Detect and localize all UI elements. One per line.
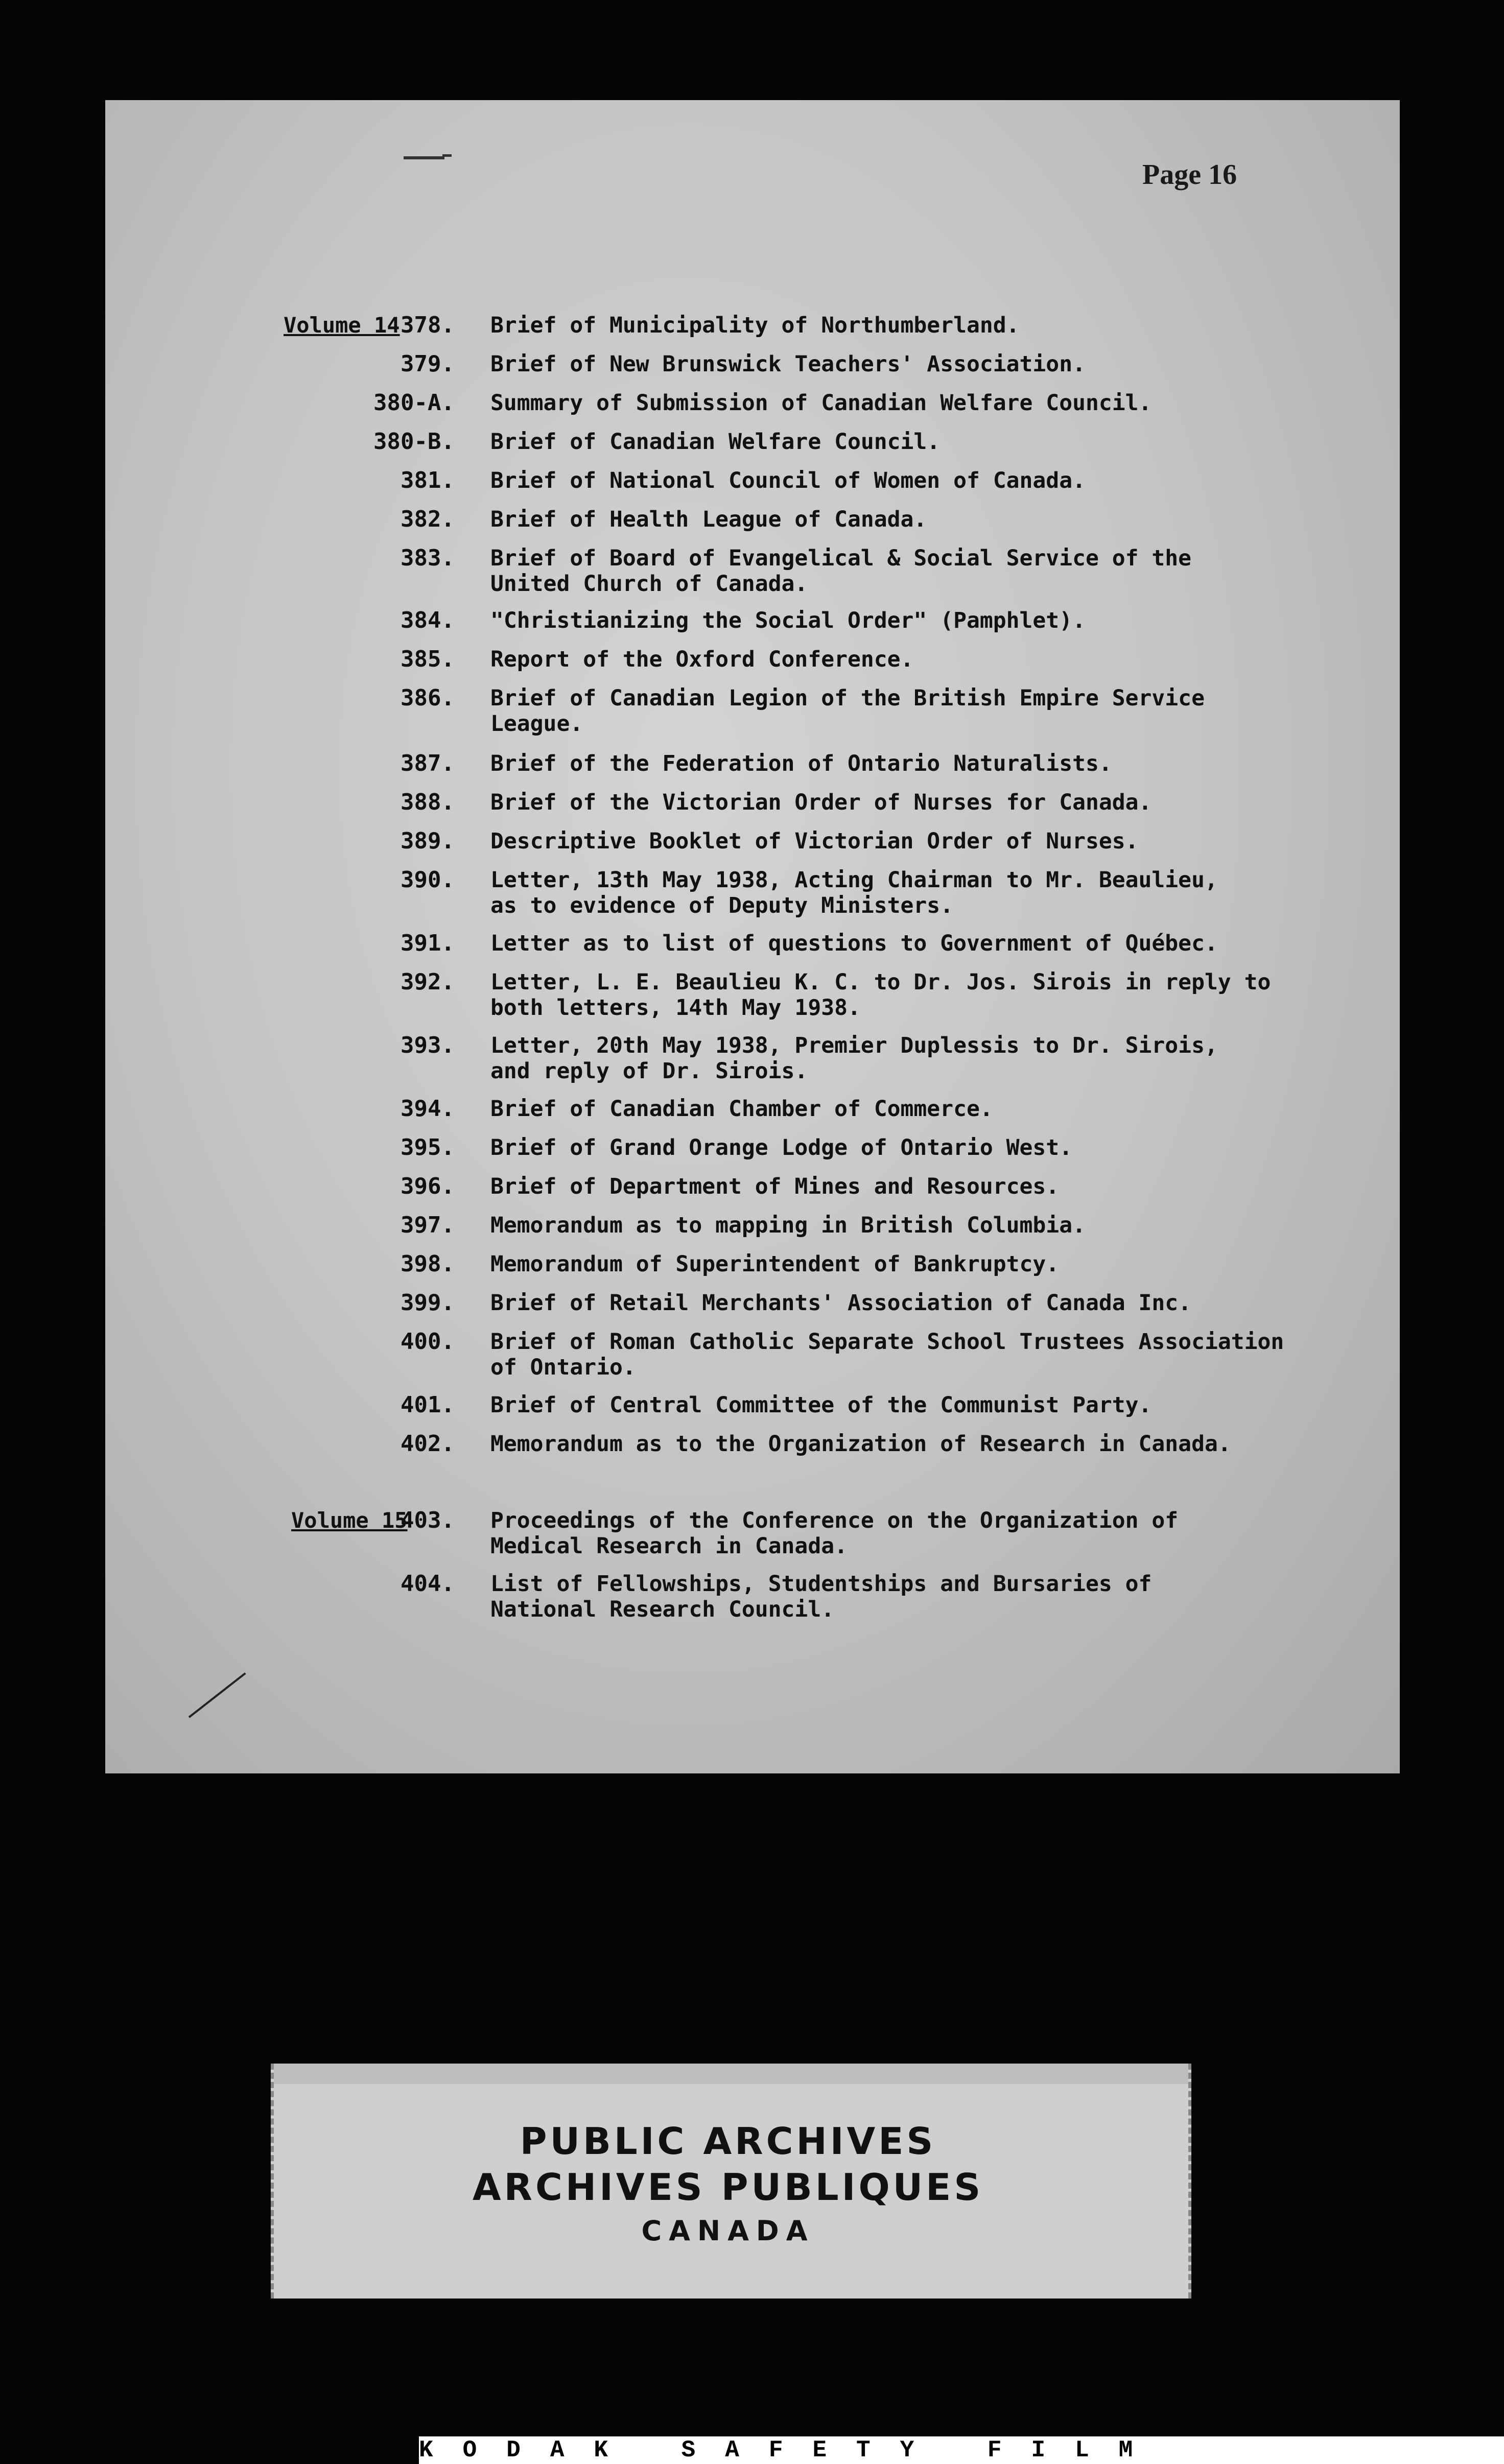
entry-text: Proceedings of the Conference on the Organization of Medical Research in Canada. <box>490 1508 1179 1559</box>
entry-number: 393. <box>401 1032 455 1058</box>
entry-text: Brief of New Brunswick Teachers' Association. <box>490 351 1086 377</box>
entry-number: 384. <box>401 607 455 633</box>
entry-number: 397. <box>401 1212 455 1238</box>
archives-line-3: CANADA <box>641 2215 815 2247</box>
pencil-mark <box>404 156 444 159</box>
entry-text: Letter as to list of questions to Government of Québec. <box>490 931 1218 956</box>
entry-text: Brief of Grand Orange Lodge of Ontario West. <box>490 1135 1073 1160</box>
entry-number: 399. <box>401 1290 455 1316</box>
entry-number: 395. <box>401 1134 455 1160</box>
entry-text: Brief of Canadian Chamber of Commerce. <box>490 1096 993 1122</box>
entry-text: Brief of Municipality of Northumberland. <box>490 313 1020 338</box>
entry-text: Brief of Central Committee of the Communist Party. <box>490 1392 1152 1418</box>
entry-number: 381. <box>401 467 455 493</box>
archives-line-2: ARCHIVES PUBLIQUES <box>472 2166 984 2209</box>
archives-line-1: PUBLIC ARCHIVES <box>520 2120 936 2163</box>
entry-text: Memorandum as to the Organization of Research in Canada. <box>490 1431 1231 1457</box>
entry-number: 401. <box>401 1392 455 1418</box>
entry-text: Brief of Retail Merchants' Association of Canada Inc. <box>490 1290 1192 1316</box>
entry-number: 396. <box>401 1173 455 1199</box>
entry-number: 385. <box>401 646 455 672</box>
entry-number: 392. <box>401 969 455 995</box>
entry-text: Brief of National Council of Women of Canada. <box>490 468 1086 493</box>
entry-text: Brief of Department of Mines and Resources. <box>490 1174 1060 1199</box>
label-tape <box>274 2064 1188 2084</box>
entry-number: 404. <box>401 1571 455 1597</box>
entry-text: Memorandum of Superintendent of Bankruptcy. <box>490 1251 1060 1277</box>
entry-number: 378. <box>401 312 455 338</box>
entry-text: Brief of Roman Catholic Separate School Trustees Association of Ontario. <box>490 1329 1284 1380</box>
entry-text: Brief of Board of Evangelical & Social Service of the United Church of Canada. <box>490 546 1192 597</box>
entry-number: 394. <box>401 1096 455 1122</box>
entry-number: 398. <box>401 1251 455 1277</box>
entry-text: Brief of the Federation of Ontario Naturalists. <box>490 751 1112 776</box>
entry-number: 387. <box>401 750 455 776</box>
entry-text: Letter, 13th May 1938, Acting Chairman to Mr. Beaulieu, as to evidence of Deputy Ministers. <box>490 867 1218 918</box>
entry-number: 402. <box>401 1431 455 1457</box>
page-number: Page 16 <box>1142 159 1237 191</box>
pencil-mark <box>442 154 452 157</box>
film-edge-marking: KODAK SAFETY FILM <box>419 2436 1504 2464</box>
entry-number: 379. <box>401 351 455 377</box>
entry-number: 388. <box>401 789 455 815</box>
entry-number: 380-B. <box>373 429 455 455</box>
entry-text: Report of the Oxford Conference. <box>490 647 914 672</box>
entry-text: Letter, L. E. Beaulieu K. C. to Dr. Jos. Sirois in reply to both letters, 14th May 1938. <box>490 969 1271 1021</box>
entry-number: 389. <box>401 828 455 854</box>
entry-text: Brief of Canadian Welfare Council. <box>490 429 941 455</box>
entry-text: List of Fellowships, Studentships and Bursaries of National Research Council. <box>490 1571 1152 1622</box>
entry-text: Brief of Health League of Canada. <box>490 507 927 532</box>
entry-number: 383. <box>401 545 455 571</box>
entry-text: Memorandum as to mapping in British Columbia. <box>490 1213 1086 1238</box>
entry-number: 390. <box>401 867 455 893</box>
entry-number: 400. <box>401 1329 455 1355</box>
entry-text: Descriptive Booklet of Victorian Order of Nurses. <box>490 828 1139 854</box>
entry-number: 380-A. <box>373 390 455 416</box>
entry-number: 391. <box>401 930 455 956</box>
entry-text: Brief of Canadian Legion of the British Empire Service League. <box>490 685 1205 737</box>
volume-label: Volume 15 <box>291 1508 408 1533</box>
entry-text: Brief of the Victorian Order of Nurses for Canada. <box>490 790 1152 815</box>
volume-label: Volume 14 <box>284 313 400 338</box>
entry-number: 403. <box>401 1507 455 1533</box>
entry-text: Summary of Submission of Canadian Welfare Council. <box>490 390 1152 416</box>
entry-text: Letter, 20th May 1938, Premier Duplessis to Dr. Sirois, and reply of Dr. Sirois. <box>490 1033 1218 1084</box>
entry-text: "Christianizing the Social Order" (Pamphlet). <box>490 608 1086 633</box>
entry-number: 386. <box>401 685 455 711</box>
entry-number: 382. <box>401 506 455 532</box>
